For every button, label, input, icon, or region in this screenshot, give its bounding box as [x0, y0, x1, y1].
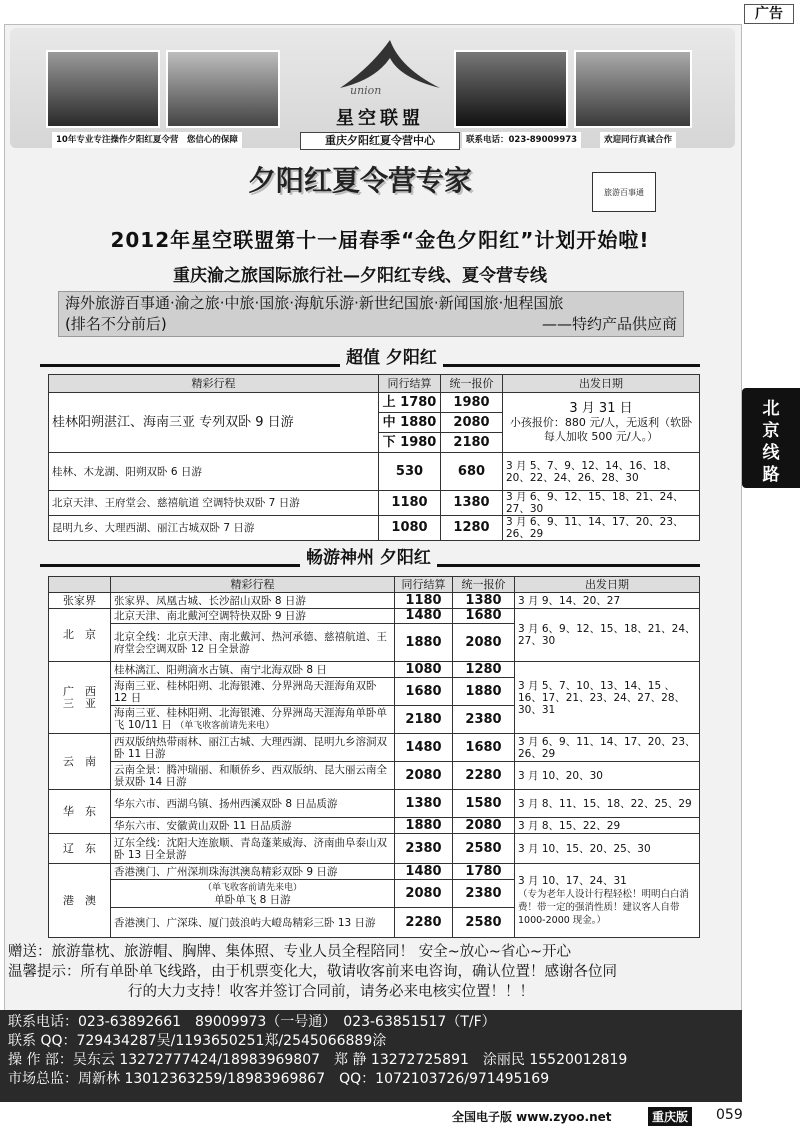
table-row [49, 516, 700, 541]
route: 海南三亚、桂林阳朔、北海银滩、分界洲岛天涯海角单卧单飞 10/11 日 [114, 707, 387, 731]
photo-guilin [454, 50, 568, 128]
tips-line: 温馨提示：所有单卧单飞线路，由于机票变化大，敬请收客前来电咨询，确认位置！感谢各位同 [8, 964, 617, 980]
side-tab [742, 388, 800, 488]
price: 1680 [453, 734, 515, 762]
settle: 530 [379, 453, 441, 491]
dates: 3 月 9、14、20、27 [515, 593, 700, 609]
price: 2580 [453, 908, 515, 938]
price: 2580 [453, 834, 515, 864]
contact-qq: 联系 QQ：729434287吴/1193650251郑/2545066889涂 [8, 1033, 387, 1049]
welcome-strip: 欢迎同行真诚合作 [600, 132, 676, 148]
route: 北京全线：北京天津、南北戴河、热河承德、慈禧航道、王府堂会空调双卧 12 日全景游 [111, 624, 395, 662]
route: 张家界、凤凰古城、长沙韶山双卧 8 日游 [111, 593, 395, 609]
price: 2080 [441, 413, 503, 433]
settle: 1480 [395, 609, 453, 624]
footer-site: 全国电子版 www.zyoo.net [452, 1110, 612, 1124]
route: 辽东全线：沈阳大连旅顺、青岛蓬莱威海、济南曲阜泰山双卧 13 日全景游 [111, 834, 395, 864]
price: 2080 [453, 624, 515, 662]
settle: 1180 [379, 491, 441, 516]
region: 广 西 三 亚 [49, 662, 111, 734]
route: 单卧单飞 8 日游 [214, 893, 291, 906]
settle: 1380 [395, 790, 453, 818]
photo-temple-of-heaven [166, 50, 280, 128]
settle: 1880 [395, 624, 453, 662]
region: 辽 东 [49, 834, 111, 864]
photo-huangshan [46, 50, 160, 128]
price: 1580 [453, 790, 515, 818]
price: 2380 [453, 706, 515, 734]
price: 2380 [453, 880, 515, 908]
route: 桂林、木龙湖、阳朔双卧 6 日游 [49, 453, 379, 491]
route: 海南三亚、桂林阳朔、北海银滩、分界洲岛天涯海角双卧 12 日 [111, 678, 395, 706]
price: 1780 [453, 864, 515, 880]
dates: 3 月 10、15、20、25、30 [515, 834, 700, 864]
headline: 2012年星空联盟第十一届春季“金色夕阳红”计划开始啦! [110, 228, 650, 252]
settle: 1180 [395, 593, 453, 609]
col-header: 同行结算 [395, 577, 453, 593]
union-wordmark: union [350, 84, 382, 97]
route: 香港澳门、广深珠、厦门鼓浪屿大嶝岛精彩三卧 13 日游 [111, 908, 395, 938]
col-header: 出发日期 [503, 375, 700, 393]
depart-date: 3 月 31 日 [569, 400, 633, 416]
union-logo-icon [330, 38, 450, 96]
contact-phone: 联系电话：023-63892661 89009973（一号通） 023-63851517（T/F） [8, 1014, 496, 1030]
dates: 3 月 8、11、15、18、22、25、29 [515, 790, 700, 818]
settle: 1680 [395, 678, 453, 706]
route: 西双版纳热带雨林、丽江古城、大理西湖、昆明九乡溶洞双卧 11 日游 [111, 734, 395, 762]
photo-city-skyline [574, 50, 692, 128]
gifts-box [8, 942, 738, 1002]
dates: 3 月 6、9、12、15、18、21、24、27、30 [515, 609, 700, 662]
partners-role: ——特约产品供应商 [541, 315, 677, 333]
settle: 2380 [395, 834, 453, 864]
col-header: 精彩行程 [111, 577, 395, 593]
settle: 2280 [395, 908, 453, 938]
route: 华东六市、安徽黄山双卧 11 日品质游 [111, 818, 395, 834]
partners-note: (排名不分前后) [65, 315, 167, 333]
dates-note: （专为老年人设计行程轻松！明明白白消费！带一定的强消性质！建议客人自带 1000-2000 现金。） [518, 888, 690, 926]
route: 华东六市、西湖乌镇、扬州西溪双卧 8 日品质游 [111, 790, 395, 818]
route: 桂林阳朔湛江、海南三亚 专列双卧 9 日游 [49, 393, 379, 453]
route-note: （单飞收客前请先来电） [202, 882, 302, 893]
section-china [40, 545, 700, 567]
contacts-box [0, 1010, 742, 1102]
dates: 3 月 5、7、10、13、14、15 、16、17、21、23、24、27、28、 30、31 [515, 662, 700, 734]
table-row [49, 453, 700, 491]
slogan-strip: 10年专业专注操作夕阳红夏令营 您信心的保障 [52, 132, 242, 148]
stamp-logo: 旅游百事通 [592, 172, 656, 212]
brand-name: 星空联盟 [336, 108, 424, 129]
col-header: 精彩行程 [49, 375, 379, 393]
settle: 下 1980 [379, 433, 441, 453]
settle: 中 1880 [379, 413, 441, 433]
route: 香港澳门、广州深圳珠海淇澳岛精彩双卧 9 日游 [111, 864, 395, 880]
table-value-tours [48, 374, 700, 541]
price: 2280 [453, 762, 515, 790]
region: 北 京 [49, 609, 111, 662]
price: 1280 [441, 516, 503, 541]
ad-tag: 广告 [744, 4, 794, 24]
price: 1980 [441, 393, 503, 413]
footer [0, 1104, 800, 1128]
price: 1880 [453, 678, 515, 706]
dates: 3 月 8、15、22、29 [515, 818, 700, 834]
tips-line-2: 行的大力支持！收客并签订合同前，请务必来电核实位置！！！ [128, 984, 534, 1000]
price: 2080 [453, 818, 515, 834]
settle: 2080 [395, 762, 453, 790]
dates: 3 月 5、7、9、12、14、16、18、20、22、24、26、28、30 [503, 453, 700, 491]
dates: 3 月 10、17、24、31 [518, 874, 627, 887]
dates: 3 月 6、9、12、15、18、21、24、27、30 [503, 491, 700, 516]
main-title: 夕阳红夏令营专家 [247, 164, 472, 197]
settle: 1080 [379, 516, 441, 541]
settle: 1080 [395, 662, 453, 678]
route: 北京天津、王府堂会、慈禧航道 空调特快双卧 7 日游 [49, 491, 379, 516]
col-header: 同行结算 [379, 375, 441, 393]
settle: 1480 [395, 734, 453, 762]
route: 桂林漓江、阳朔滴水古镇、南宁北海双卧 8 日 [111, 662, 395, 678]
partners-box [58, 291, 684, 337]
section-value [40, 345, 700, 367]
settle: 上 1780 [379, 393, 441, 413]
price: 1680 [453, 609, 515, 624]
settle: 2080 [395, 880, 453, 908]
price: 680 [441, 453, 503, 491]
gifts-line: 赠送：旅游靠枕、旅游帽、胸牌、集体照、专业人员全程陪同！ 安全~放心~省心~开心 [8, 944, 572, 960]
region: 云 南 [49, 734, 111, 790]
contact-ops: 操 作 部：吴东云 13272777424/18983969807 郑 静 13272725891 涂丽民 15520012819 [8, 1052, 628, 1068]
price: 1380 [441, 491, 503, 516]
table-row [49, 491, 700, 516]
section-value-title: 超值 夕阳红 [340, 343, 443, 368]
region: 华 东 [49, 790, 111, 834]
sub-headline: 重庆渝之旅国际旅行社—夕阳红专线、夏令营专线 [173, 266, 547, 286]
table-china-tours [48, 576, 700, 938]
dates: 3 月 10、20、30 [515, 762, 700, 790]
page-number: 059 [716, 1107, 743, 1123]
route: 云南全景：腾冲瑞丽、和顺侨乡、西双版纳、昆大丽云南全景双卧 14 日游 [111, 762, 395, 790]
col-header: 出发日期 [515, 577, 700, 593]
route-note: （单飞收客前请先来电） [175, 721, 275, 731]
col-header: 统一报价 [441, 375, 503, 393]
brand-subtitle: 重庆夕阳红夏令营中心 [300, 132, 460, 150]
settle: 1480 [395, 864, 453, 880]
child-price-note: 小孩报价：880 元/人，无返利（软卧每人加收 500 元/人。） [509, 415, 693, 443]
dates: 3 月 6、9、11、14、17、20、23、26、29 [503, 516, 700, 541]
footer-city: 重庆版 [648, 1107, 692, 1126]
price: 1280 [453, 662, 515, 678]
route: 北京天津、南北戴河空调特快双卧 9 日游 [111, 609, 395, 624]
price: 1380 [453, 593, 515, 609]
side-tab-label: 北京线路 [762, 399, 780, 485]
route: 昆明九乡、大理西湖、丽江古城双卧 7 日游 [49, 516, 379, 541]
settle: 2180 [395, 706, 453, 734]
partners-line: 海外旅游百事通·渝之旅·中旅·国旅·海航乐游·新世纪国旅·新闻国旅·旭程国旅 [65, 294, 564, 312]
contact-director: 市场总监：周新林 13012363259/18983969867 QQ：1072103726/971495169 [8, 1071, 550, 1087]
settle: 1880 [395, 818, 453, 834]
dates: 3 月 6、9、11、14、17、20、23、26、29 [515, 734, 700, 762]
region: 港 澳 [49, 864, 111, 938]
phone-strip: 联系电话：023-89009973 [462, 132, 581, 148]
price: 2180 [441, 433, 503, 453]
region: 张家界 [49, 593, 111, 609]
section-china-title: 畅游神州 夕阳红 [300, 543, 437, 568]
col-header: 统一报价 [453, 577, 515, 593]
